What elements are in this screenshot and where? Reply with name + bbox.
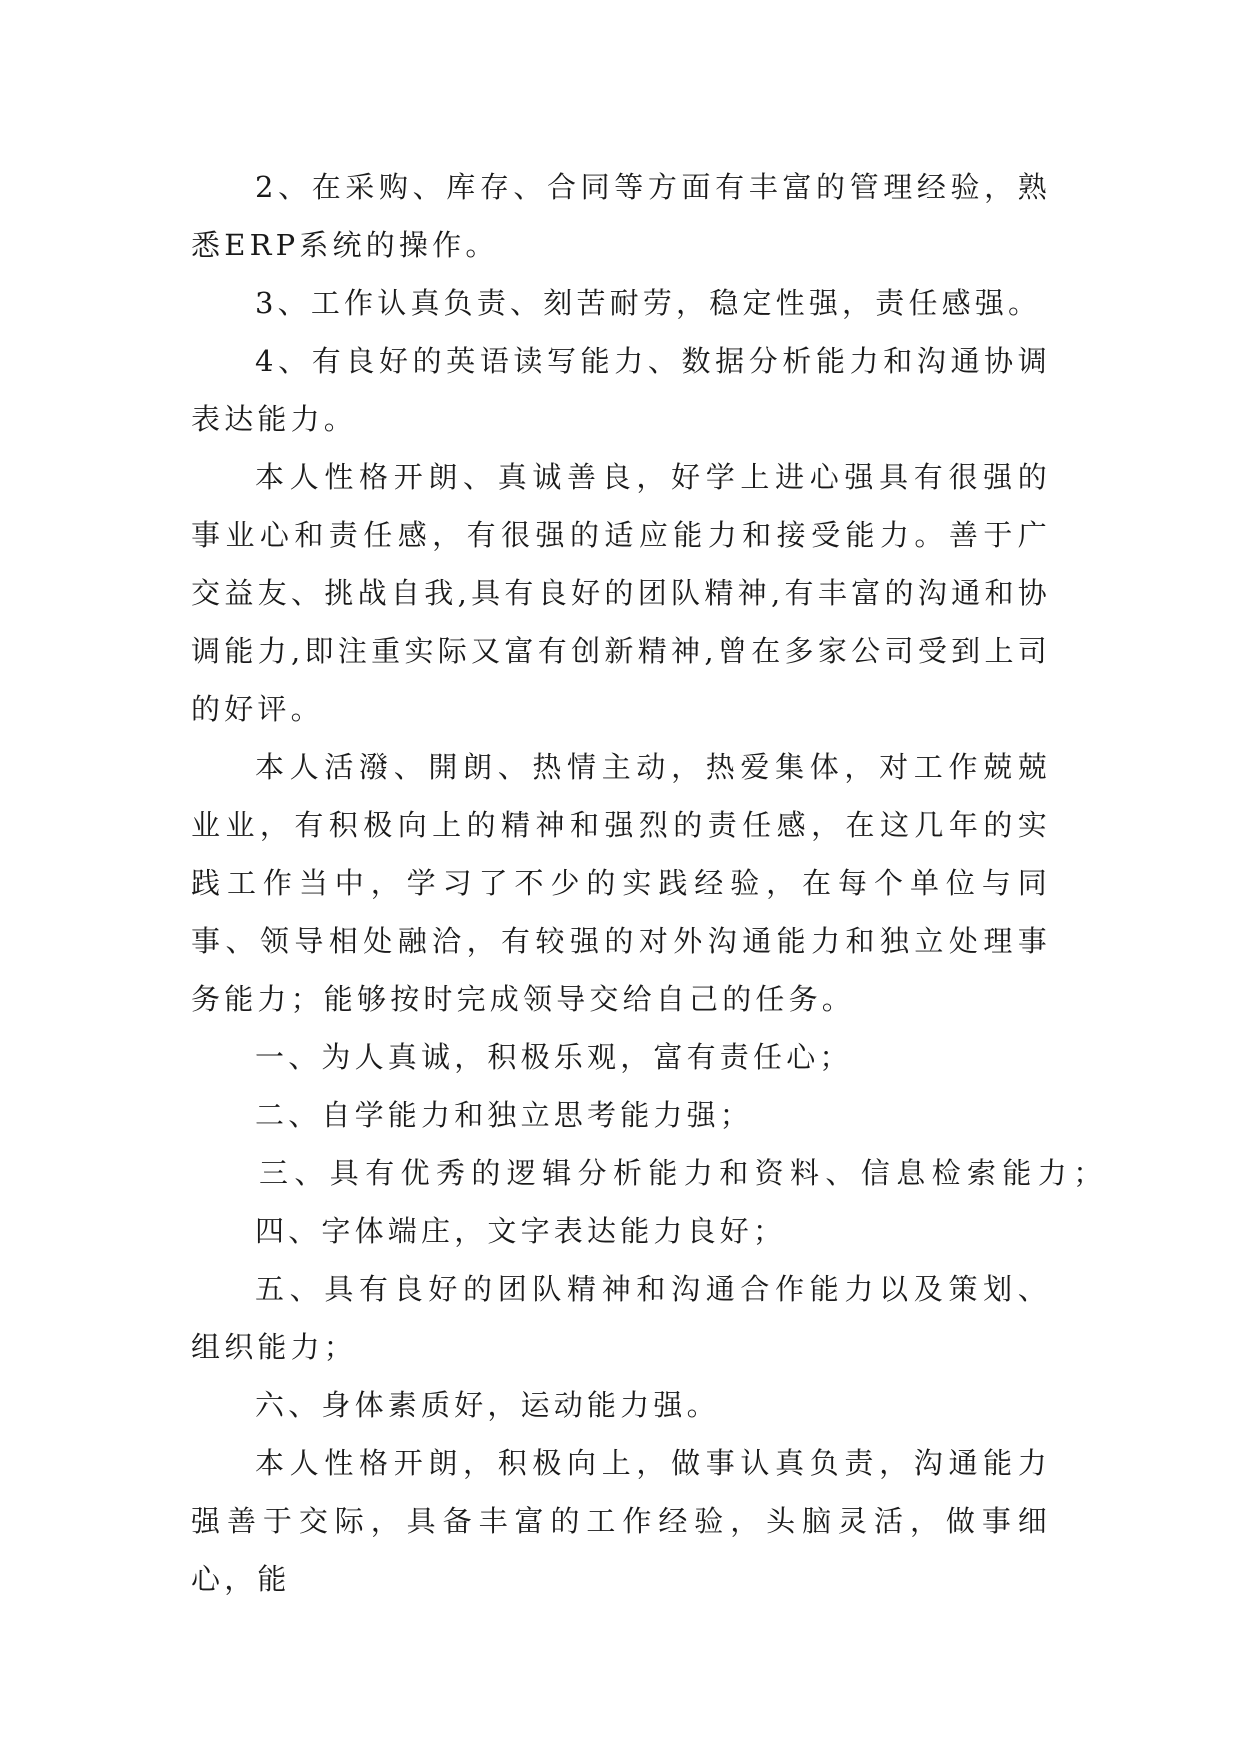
paragraph-1: 2、在采购、库存、合同等方面有丰富的管理经验，熟悉ERP系统的操作。 xyxy=(191,170,1051,262)
paragraph-4: 本人性格开朗、真诚善良，好学上进心强具有很强的事业心和责任感，有很强的适应能力和接受能力。善于广交益友、挑战自我,具有良好的团队精神,有丰富的沟通和协调能力,即注重实际又富有创新精神,曾在多家公司受到上司的好评。 xyxy=(191,460,1051,726)
paragraph-2: 3、工作认真负责、刻苦耐劳，稳定性强，责任感强。 xyxy=(255,286,1042,320)
list-item-2: 二、自学能力和独立思考能力强； xyxy=(255,1098,754,1132)
document-page xyxy=(191,158,1109,1608)
paragraph-5: 本人活潑、開朗、热情主动，热爱集体，对工作兢兢业业，有积极向上的精神和强烈的责任感，在这几年的实践工作当中，学习了不少的实践经验，在每个单位与同事、领导相处融洽，有较强的对外沟通能力和独立处理事务能力；能够按时完成领导交给自己的任务。 xyxy=(191,750,1051,1016)
list-item-4: 四、字体端庄，文字表达能力良好； xyxy=(255,1214,787,1248)
list-item-6: 六、身体素质好，运动能力强。 xyxy=(255,1388,720,1422)
paragraph-3: 4、有良好的英语读写能力、数据分析能力和沟通协调表达能力。 xyxy=(191,344,1051,436)
list-item-5: 五、具有良好的团队精神和沟通合作能力以及策划、组织能力； xyxy=(191,1272,1051,1364)
list-item-1: 一、为人真诚，积极乐观，富有责任心； xyxy=(255,1040,853,1074)
paragraph-6: 本人性格开朗，积极向上，做事认真负责，沟通能力强善于交际，具备丰富的工作经验，头脑灵活，做事细心，能 xyxy=(191,1446,1051,1596)
list-item-3: 三、具有优秀的逻辑分析能力和资料、信息检索能力； xyxy=(259,1156,1109,1190)
